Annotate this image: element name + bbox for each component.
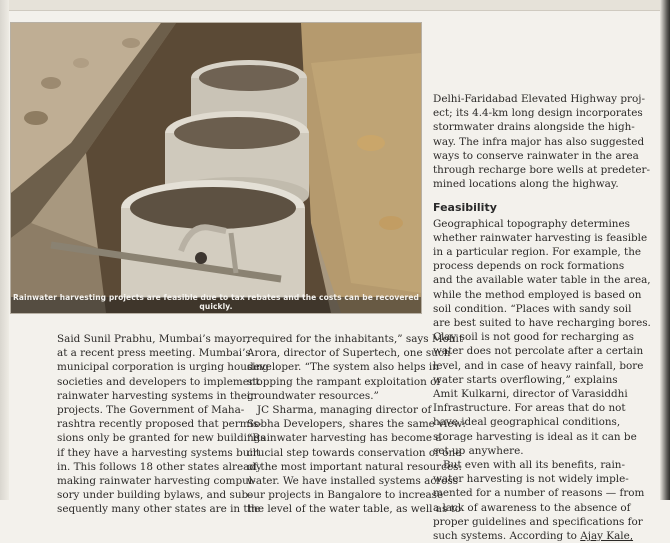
intro-paragraph [433, 92, 651, 191]
section-heading: Feasibility [433, 201, 497, 215]
text-line: projects. The Government of Maha- [57, 404, 245, 417]
text-line: Clay soil is not good for recharging as [433, 331, 634, 344]
text-line: through recharge bore wells at predeter- [433, 164, 651, 177]
text-line: JC Sharma, managing director of [257, 404, 432, 417]
text-line: way. The infra major has also suggested [433, 135, 645, 148]
text-line: the level of the water table, as well as to [247, 503, 462, 516]
text-line: are best suited to have recharging bores. [433, 317, 651, 330]
text-line: required for the inhabitants,” says Mohit [247, 333, 464, 345]
text-line: municipal corporation is urging housing [57, 361, 269, 374]
text-line: set up anywhere. [433, 444, 524, 457]
text-line: Amit Kulkarni, director of Varasiddhi [433, 388, 628, 401]
text-line: mined locations along the highway. [433, 178, 619, 191]
text-line: Infrastructure. For areas that do not [433, 402, 626, 415]
photo-illustration [11, 23, 421, 313]
text-line: storage harvesting is ideal as it can be [433, 430, 637, 443]
benefits-paragraph [433, 458, 645, 543]
page-edge-right [660, 0, 670, 500]
text-line: crucial step towards conservation of one [247, 446, 462, 459]
text-line: soil condition. “Places with sandy soil [433, 302, 632, 315]
text-line: water. We have installed systems across [247, 475, 459, 488]
text-line: and the available water table in the area, [433, 274, 651, 287]
text-line: Geographical topography determines [433, 217, 630, 230]
page-edge-left [0, 0, 9, 500]
text-fragment: such systems. According to [433, 530, 581, 543]
text-line: at a recent press meeting. Mumbai’s [57, 347, 251, 360]
text-line: Said Sunil Prabhu, Mumbai’s mayor, [57, 333, 250, 345]
text-line: proper guidelines and specifications for [433, 515, 643, 528]
left-column [57, 332, 269, 517]
text-line: level, and in case of heavy rainfall, bore [433, 359, 644, 372]
text-line: our projects in Bangalore to increase [247, 489, 444, 502]
text-line: groundwater resources.” [247, 389, 379, 402]
text-line: Sobha Developers, shares the same view: [247, 418, 466, 431]
text-line: water does not percolate after a certain [433, 345, 644, 358]
text-line: whether rainwater harvesting is feasible [433, 231, 648, 244]
text-line: in. This follows 18 other states already [57, 460, 262, 473]
text-line: process depends on rock formations [433, 260, 625, 273]
article-photo [10, 22, 422, 314]
text-line: sory under building bylaws, and sub- [57, 489, 252, 502]
text-line: while the method employed is based on [433, 288, 642, 301]
text-line: Arora, director of Supertech, one such [247, 347, 451, 360]
text-line: ect; its 4.4-km long design incorporates [433, 107, 643, 120]
text-line: in a particular region. For example, the [433, 246, 642, 259]
text-line: rashtra recently proposed that permis- [57, 418, 262, 431]
text-line: making rainwater harvesting compul- [57, 475, 256, 488]
text-line: stopping the rampant exploitation of [247, 375, 441, 388]
text-line: water starts overflowing,” explains [433, 373, 618, 386]
text-line: a lack of awareness to the absence of [433, 501, 631, 514]
text-line: of the most important natural resources: [247, 460, 462, 473]
text-line: mented for a number of reasons — from [433, 487, 645, 500]
text-line [433, 529, 645, 543]
text-line: “Rainwater harvesting has become a [247, 432, 442, 445]
text-line: have ideal geographical conditions, [433, 416, 621, 429]
text-line: sions only be granted for new buildings [57, 432, 266, 445]
text-line: Delhi-Faridabad Elevated Highway proj- [433, 93, 645, 105]
text-line: ways to conserve rainwater in the area [433, 149, 639, 162]
person-name: Ajay Kale, [580, 530, 634, 543]
text-line: developer. “The system also helps in [247, 361, 439, 374]
text-line: rainwater harvesting systems in their [57, 389, 256, 402]
page-top-edge [9, 0, 660, 11]
text-line: water harvesting is not widely imple- [433, 473, 629, 486]
middle-column [247, 332, 466, 517]
text-line: if they have a harvesting systems built [57, 446, 261, 459]
photo-caption: Rainwater harvesting projects are feasible due to tax rebates and the costs can be recovered quickly. [12, 293, 420, 311]
text-line: But even with all its benefits, rain- [443, 459, 626, 472]
right-column [433, 92, 651, 543]
text-line: stormwater drains alongside the high- [433, 121, 635, 134]
text-line: societies and developers to implement [57, 375, 260, 388]
text-line: sequently many other states are in the [57, 503, 261, 516]
